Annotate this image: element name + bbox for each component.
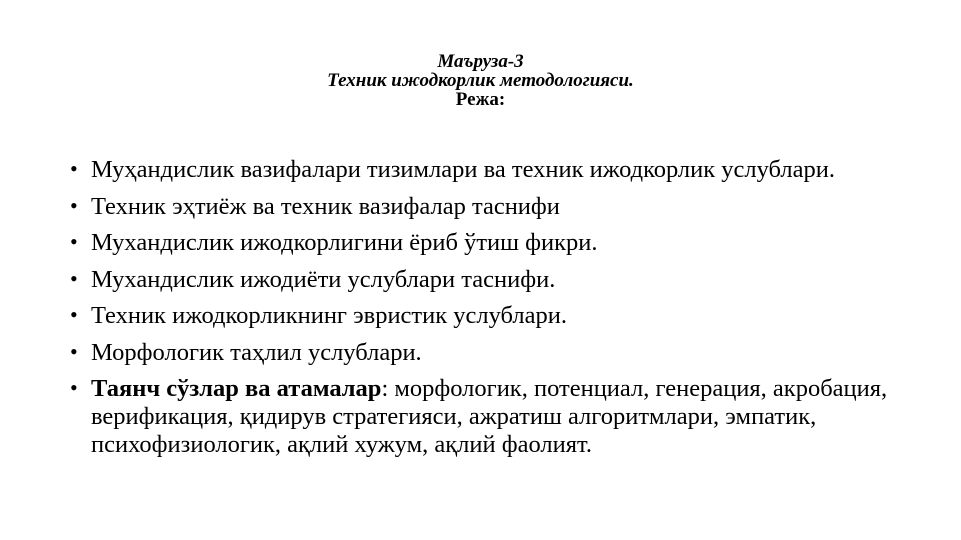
bullet-icon: • <box>70 229 78 254</box>
keywords-text: : морфологик, потенциал, генерация, акробация, верификация, қидирув стратегияси, ажратиш алгоритмлари, эмпатик, психофизиологик, ақлий хужум, ақлий фаолият. <box>91 375 888 458</box>
list-item-text: Мухандислик ижодкорлигини ёриб ўтиш фикри. <box>91 229 598 256</box>
bullet-icon: • <box>70 156 78 181</box>
plan-heading: Режа: <box>455 89 506 110</box>
list-item <box>70 339 890 367</box>
list-item-text: Техник ижодкорликнинг эвристик услублари. <box>91 302 567 329</box>
list-item-text: Муҳандислик вазифалари тизимлари ва техник ижодкорлик услублари. <box>91 156 835 183</box>
list-item <box>70 193 890 221</box>
list-item-text: Техник эҳтиёж ва техник вазифалар таснифи <box>91 192 560 220</box>
list-item-text: Мухандислик ижодиёти услублари таснифи. <box>91 265 556 293</box>
bullet-list <box>70 156 890 468</box>
bullet-icon: • <box>70 375 78 400</box>
list-item <box>70 302 890 330</box>
keywords-label: Таянч сўзлар ва атамалар <box>91 375 382 402</box>
bullet-icon: • <box>70 192 78 218</box>
bullet-icon: • <box>70 302 78 327</box>
list-item <box>70 156 890 184</box>
list-item <box>70 266 890 294</box>
keywords-item <box>70 375 890 459</box>
bullet-icon: • <box>70 338 78 364</box>
list-item <box>70 229 890 257</box>
list-item-text: Морфологик таҳлил услублари. <box>91 338 422 366</box>
slide-title <box>0 52 961 109</box>
bullet-icon: • <box>70 265 78 291</box>
lecture-topic: Техник ижодкорлик методологияси. <box>327 70 634 91</box>
lecture-number: Маъруза-3 <box>437 51 524 72</box>
